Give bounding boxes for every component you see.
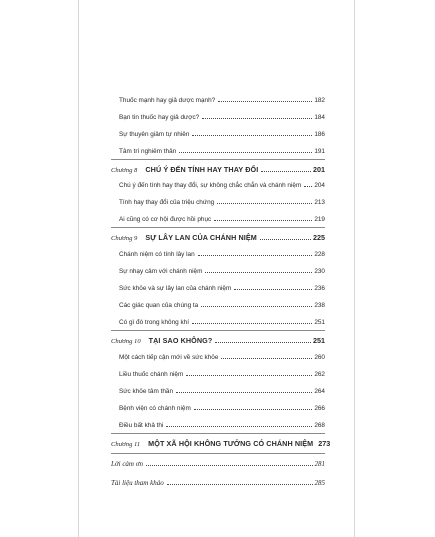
toc-entry-page: 285 <box>314 479 325 487</box>
toc-entry[interactable] <box>111 109 325 121</box>
dot-leader <box>166 425 312 427</box>
toc-entry-title: Thuốc mạnh hay giả dược mạnh? <box>119 97 216 104</box>
toc-entry-title: Có gì đó trong không khí <box>119 319 189 326</box>
dot-leader <box>218 100 312 102</box>
toc-entry[interactable] <box>111 177 325 189</box>
dot-leader <box>198 254 313 256</box>
section-divider <box>111 159 325 160</box>
toc-entry-page: 230 <box>314 268 325 275</box>
toc-entry[interactable] <box>111 280 325 292</box>
toc-entry-page: 281 <box>314 460 325 468</box>
toc-entry-page: 182 <box>314 97 325 104</box>
toc-entry-page: 228 <box>314 251 325 258</box>
dot-leader <box>192 134 312 136</box>
toc-entry-title: Chánh niệm có tính lây lan <box>119 251 195 258</box>
toc-entry-page: 238 <box>314 302 325 309</box>
dot-leader <box>146 464 313 466</box>
chapter-label: Chương 11 <box>111 441 141 448</box>
toc-entry[interactable] <box>111 211 325 223</box>
toc-entry-title: Điều bất khả thi <box>119 422 164 429</box>
chapter-label: Chương 9 <box>111 235 138 242</box>
dot-leader <box>221 357 312 359</box>
section-divider <box>111 453 325 454</box>
toc-entry[interactable] <box>111 143 325 155</box>
chapter-page: 251 <box>313 336 325 345</box>
toc-entry[interactable] <box>111 194 325 206</box>
toc-entry-page: 236 <box>314 285 325 292</box>
toc-entry-title: Tính hay thay đổi của triệu chứng <box>119 199 215 206</box>
chapter-heading[interactable] <box>111 230 325 242</box>
chapter-title: TẠI SAO KHÔNG? <box>148 336 213 345</box>
chapter-title: CHÚ Ý ĐẾN TÍNH HAY THAY ĐỔI <box>145 165 259 174</box>
toc-entry-title: Lời cảm ơn <box>111 460 143 468</box>
dot-leader <box>234 288 312 290</box>
dot-leader <box>192 322 312 324</box>
toc-entry-title: Tài liệu tham khảo <box>111 479 164 487</box>
dot-leader <box>186 374 312 376</box>
chapter-heading[interactable] <box>111 436 331 448</box>
chapter-label: Chương 10 <box>111 338 141 345</box>
toc-entry-page: 219 <box>314 216 325 223</box>
dot-leader <box>201 305 312 307</box>
toc-entry[interactable] <box>111 383 325 395</box>
toc-entry[interactable] <box>111 92 325 104</box>
chapter-page: 201 <box>313 165 325 174</box>
toc-entry-page: 264 <box>314 388 325 395</box>
dot-leader <box>215 341 311 343</box>
chapter-title: MỘT XÃ HỘI KHÔNG TƯỞNG CÓ CHÁNH NIỆM <box>148 439 314 448</box>
dot-leader <box>217 202 312 204</box>
chapter-page: 225 <box>313 233 325 242</box>
dot-leader <box>260 238 311 240</box>
toc-entry-page: 184 <box>314 114 325 121</box>
toc-entry-title: Bệnh viện có chánh niệm <box>119 405 191 412</box>
toc-entry-page: 260 <box>314 354 325 361</box>
toc-entry[interactable] <box>111 417 325 429</box>
chapter-heading[interactable] <box>111 162 325 174</box>
toc-entry-title: Sự nhạy cảm với chánh niệm <box>119 268 203 275</box>
section-divider <box>111 227 325 228</box>
chapter-page: 273 <box>318 439 331 448</box>
toc-entry-page: 251 <box>314 319 325 326</box>
toc-entry[interactable] <box>111 366 325 378</box>
dot-leader <box>176 391 312 393</box>
toc-entry[interactable] <box>111 246 325 258</box>
toc-entry[interactable] <box>111 263 325 275</box>
toc-entry[interactable] <box>111 126 325 138</box>
toc-entry[interactable] <box>111 349 325 361</box>
toc-entry-title: Bạn tin thuốc hay giả dược? <box>119 114 200 121</box>
section-divider <box>111 433 325 434</box>
section-divider <box>111 330 325 331</box>
toc-entry-title: Sức khỏe tâm thần <box>119 388 174 395</box>
dot-leader <box>167 483 313 485</box>
toc-entry-title: Ai cũng có cơ hội được hồi phục <box>119 216 212 223</box>
dot-leader <box>214 219 312 221</box>
dot-leader <box>205 271 312 273</box>
dot-leader <box>179 151 312 153</box>
toc-entry-title: Một cách tiếp cận mới về sức khỏe <box>119 354 219 361</box>
chapter-title: SỰ LÂY LAN CỦA CHÁNH NIỆM <box>145 233 257 242</box>
toc-entry-title: Tâm trí nghiêm thân <box>119 148 177 155</box>
chapter-label: Chương 8 <box>111 167 138 174</box>
toc-entry[interactable] <box>111 314 325 326</box>
toc-entry-title: Chú ý đến tính hay thay đổi, sự không chắc chắn và chánh niệm <box>119 182 302 189</box>
toc-entry[interactable] <box>111 475 325 487</box>
toc-entry-page: 262 <box>314 371 325 378</box>
dot-leader <box>304 185 312 187</box>
toc-entry-page: 186 <box>314 131 325 138</box>
toc-entry[interactable] <box>111 297 325 309</box>
toc-entry-page: 204 <box>314 182 325 189</box>
toc-entry-page: 213 <box>314 199 325 206</box>
toc-entry-title: Sự thuyên giảm tự nhiên <box>119 131 190 138</box>
dot-leader <box>202 117 312 119</box>
toc-entry-page: 268 <box>314 422 325 429</box>
toc-entry-title: Sức khỏe và sự lây lan của chánh niệm <box>119 285 232 292</box>
toc-entry[interactable] <box>111 456 325 468</box>
chapter-heading[interactable] <box>111 333 325 345</box>
toc-entry-title: Các giác quan của chúng ta <box>119 302 199 309</box>
toc-entry[interactable] <box>111 400 325 412</box>
toc-entry-page: 191 <box>314 148 325 155</box>
dot-leader <box>261 170 311 172</box>
toc-entry-page: 266 <box>314 405 325 412</box>
dot-leader <box>194 408 313 410</box>
toc-entry-title: Liều thuốc chánh niệm <box>119 371 184 378</box>
